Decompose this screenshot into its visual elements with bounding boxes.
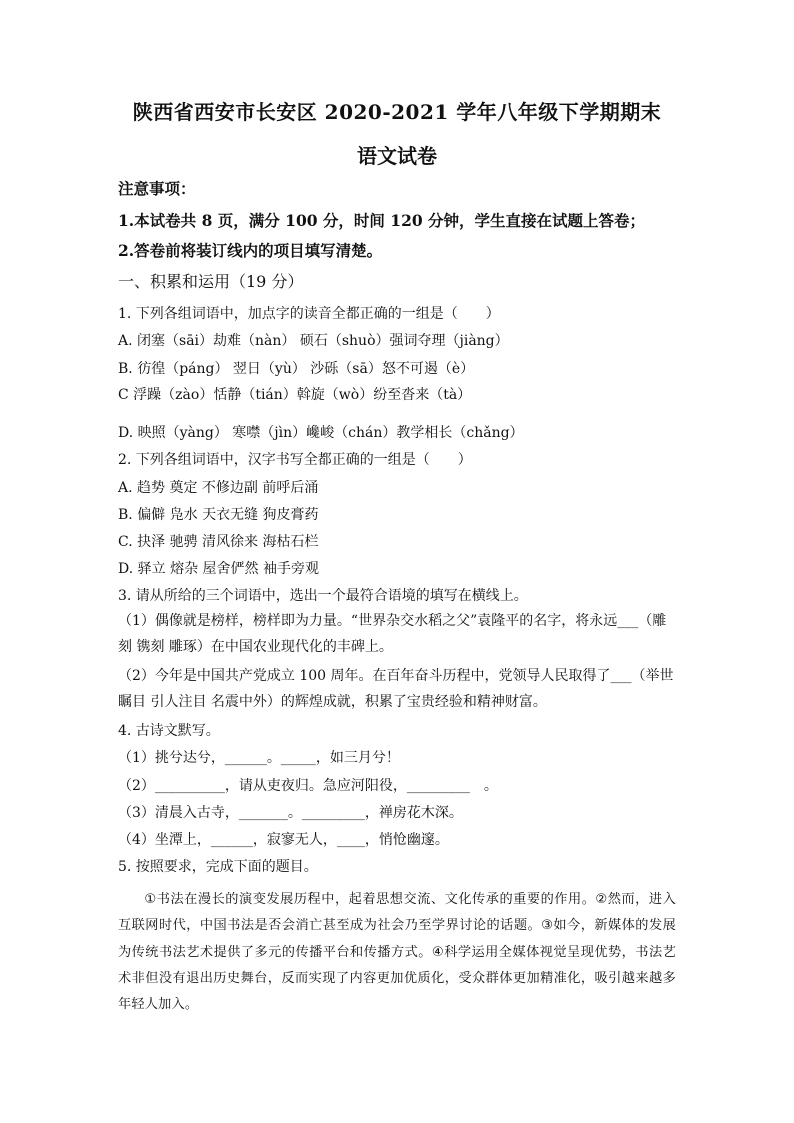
notes-heading: 注意事项： — [118, 179, 196, 198]
q3-stem: 3. 请从所给的三个词语中，选出一个最符合语境的填写在横线上。 — [118, 588, 528, 604]
q2-option-a: A. 趋势 奠定 不修边副 前呼后涌 — [118, 480, 319, 496]
q2-stem: 2. 下列各组词语中，汉字书写全都正确的一组是（ ） — [118, 452, 472, 468]
q1-option-c: C 浮躁（zào）恬静（tián）斡旋（wò）纷至沓来（tà） — [118, 387, 472, 403]
exam-title: 陕西省西安市长安区 2020-2021 学年八年级下学期期末 — [132, 100, 662, 124]
q4-line-1: （1）挑兮达兮，______。_____，如三月兮！ — [118, 750, 400, 766]
q3-part-2: （2）今年是中国共产党成立 100 周年。在百年奋斗历程中，党领导人民取得了___（举世瞩目 引人注目 名震中外）的辉煌成就，积累了宝贵经验和精神财富。 — [118, 668, 674, 710]
q2-option-c: C. 抉泽 驰骋 清风徐来 海枯石栏 — [118, 534, 319, 550]
exam-subtitle: 语文试卷 — [357, 144, 437, 168]
notes-item-1: 1.本试卷共 8 页，满分 100 分，时间 120 分钟，学生直接在试题上答卷； — [118, 211, 646, 230]
q3-part-1: （1）偶像就是榜样，榜样即为力量。“世界杂交水稻之父”袁隆平的名字，将永远___（雕刻 镌刻 雕琢）在中国农业现代化的丰碑上。 — [118, 613, 667, 655]
q4-line-4: （4）坐潭上，______，寂寥无人，____，悄怆幽邃。 — [118, 832, 449, 848]
notes-item-2: 2.答卷前将装订线内的项目填写清楚。 — [118, 241, 383, 260]
q1-stem: 1. 下列各组词语中，加点字的读音全都正确的一组是（ ） — [118, 306, 500, 322]
q1-option-a: A. 闭塞（sāi）劫难（nàn） 硕石（shuò）强词夺理（jiàng） — [118, 333, 509, 349]
q4-line-2: （2）__________，请从吏夜归。急应河阳役，_________ 。 — [118, 778, 498, 794]
q4-line-3: （3）清晨入古寺，_______。_________，禅房花木深。 — [118, 805, 463, 821]
q1-option-b: B. 彷徨（páng） 翌日（yù） 沙砾（sā）怒不可遏（è） — [118, 361, 475, 377]
q2-option-d: D. 驿立 熔杂 屋舍俨然 袖手旁观 — [118, 561, 319, 577]
section-heading: 一、积累和运用（19 分） — [118, 272, 304, 291]
q4-stem: 4. 古诗文默写。 — [118, 723, 220, 739]
q2-option-b: B. 偏僻 凫水 天衣无缝 狗皮膏药 — [118, 507, 319, 523]
q5-passage: ①书法在漫长的演变发展历程中，起着思想交流、文化传承的重要的作用。②然而，进入互联网时代，中国书法是否会消亡甚至成为社会乃至学界讨论的话题。③如今，新媒体的发展为传统书法艺术提供了多元的传播平台和传播方式。④科学运用全媒体视觉呈现优势，书法艺术非但没有退出历史舞台，反而实现了内容更加优质化，受众群体更加精准化，吸引越来越多年轻人加入。 — [118, 892, 676, 1013]
q5-stem: 5. 按照要求，完成下面的题目。 — [118, 859, 318, 875]
q1-option-d: D. 映照（yàng） 寒噤（jìn）巉峻（chán）教学相长（chǎng） — [118, 425, 524, 441]
